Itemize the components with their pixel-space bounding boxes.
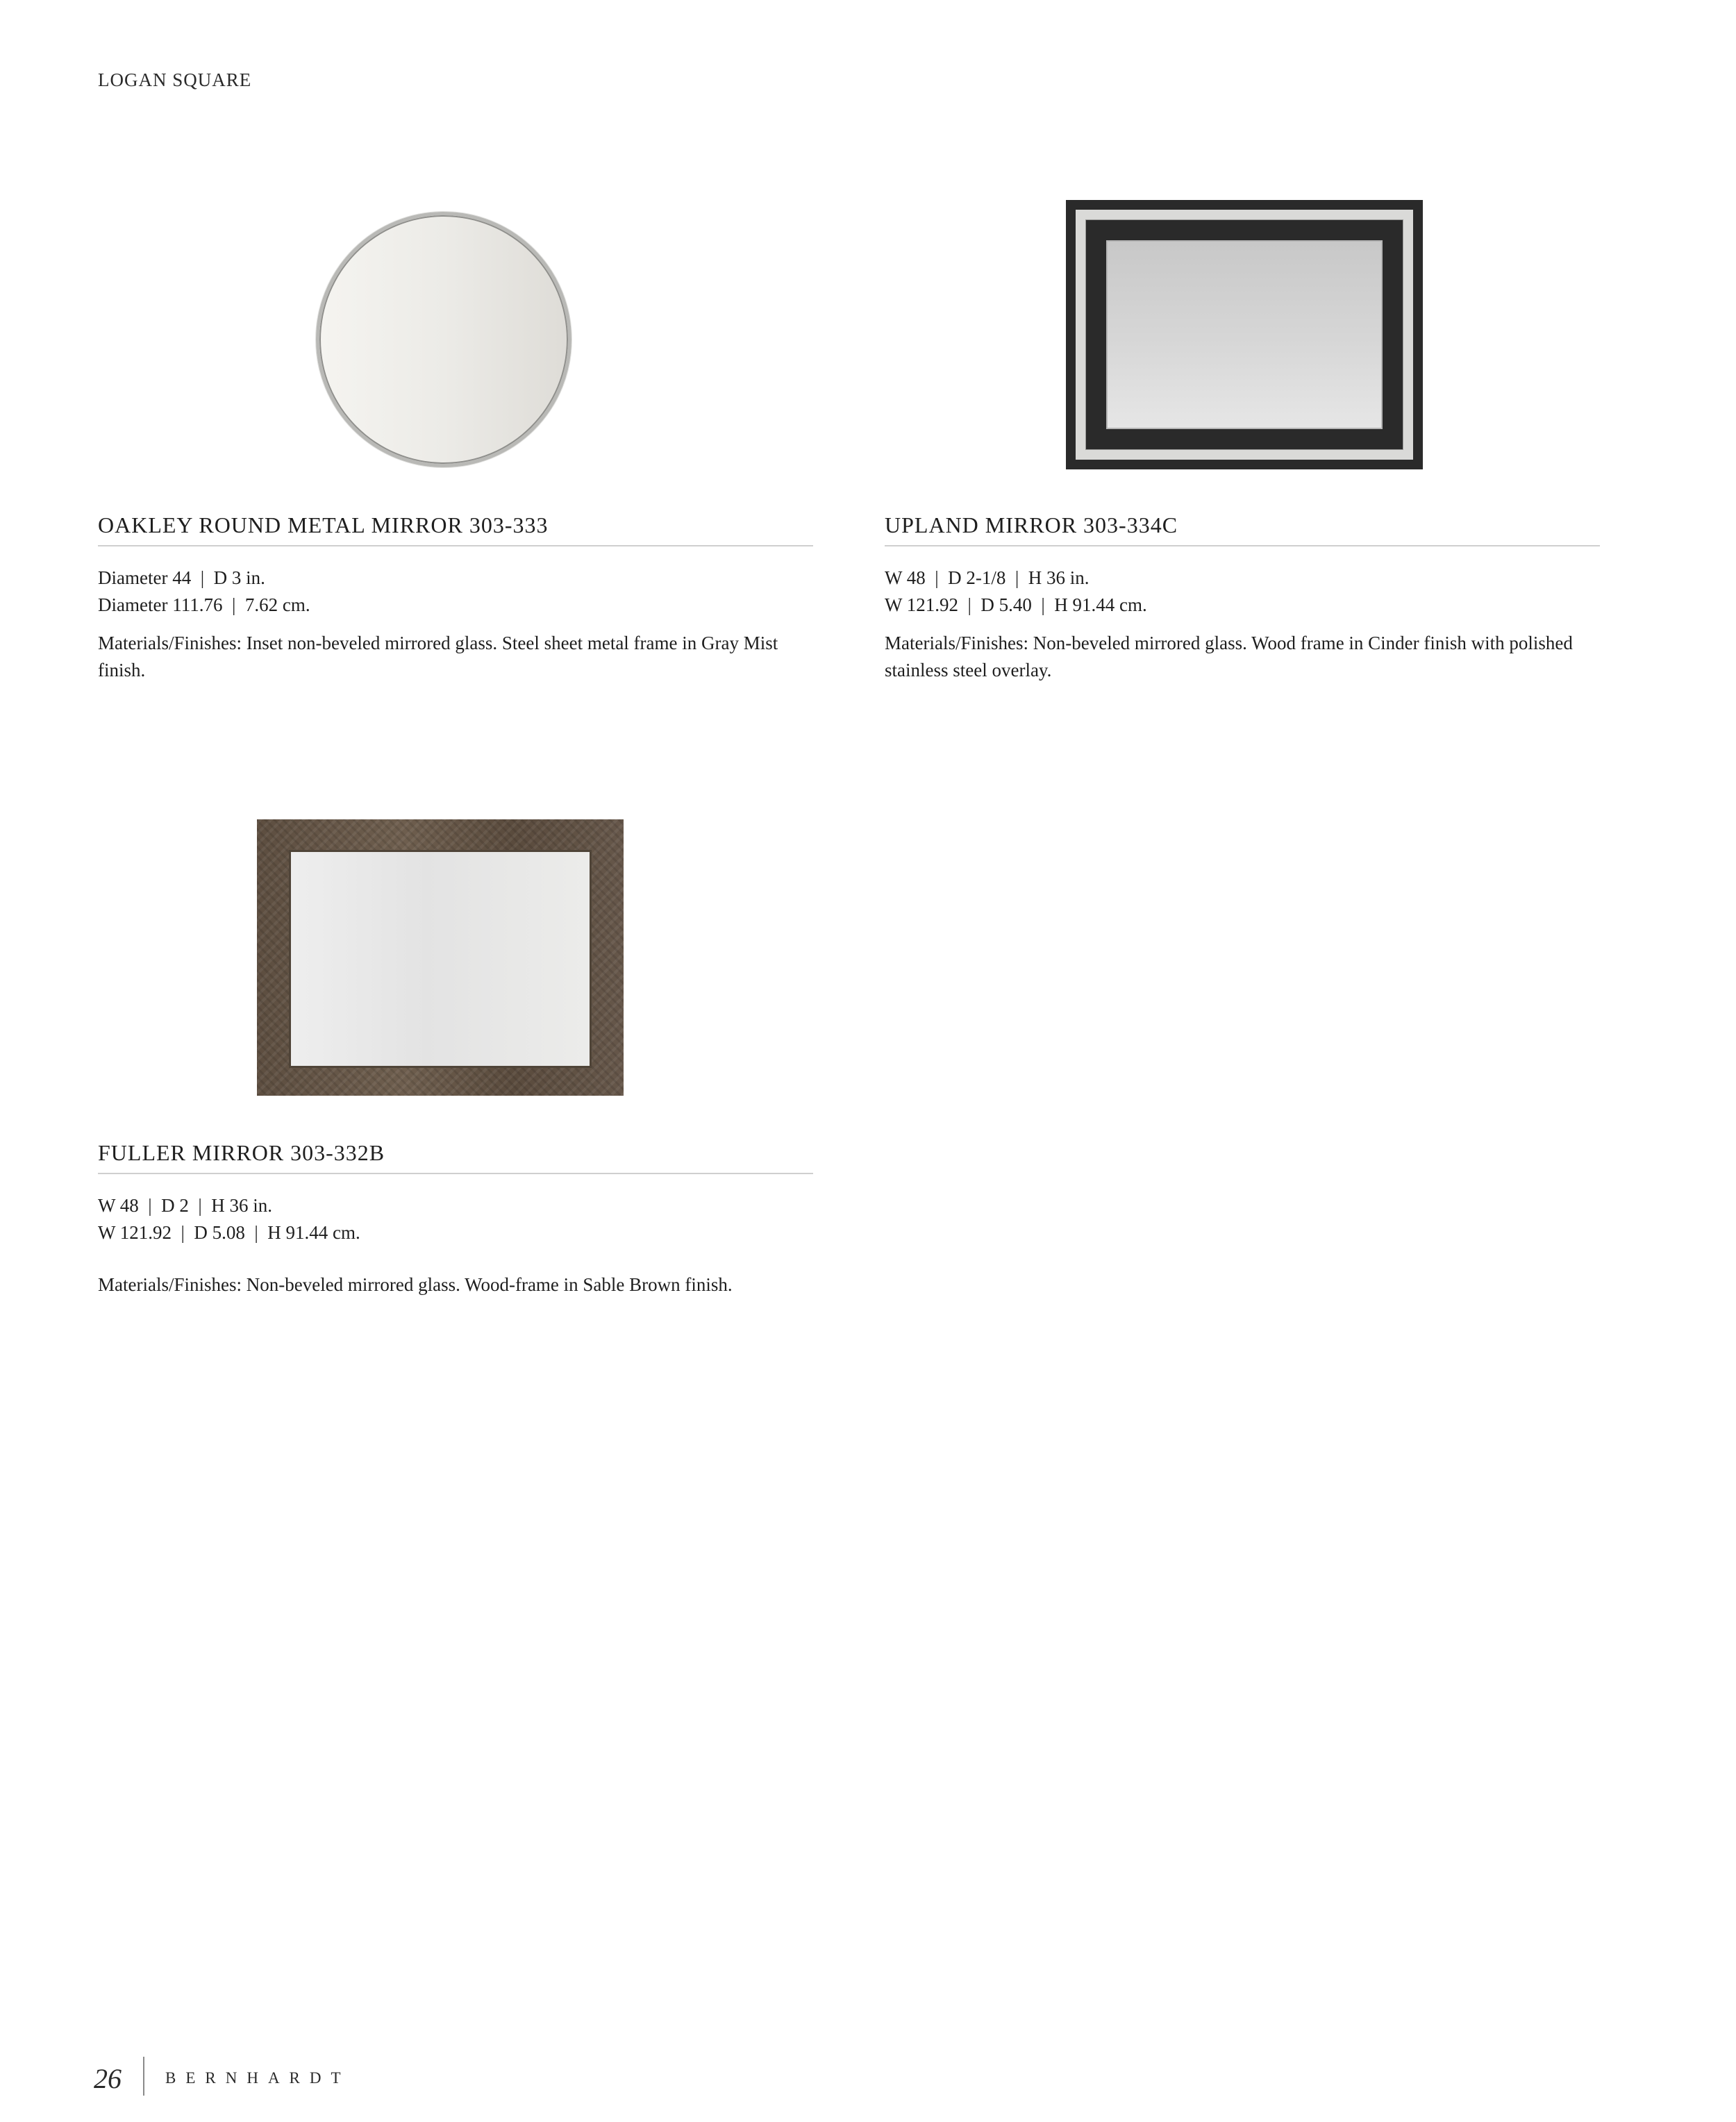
upland-mirror-glass xyxy=(1106,240,1383,429)
product-title: UPLAND MIRROR 303-334C xyxy=(885,512,1600,546)
footer-divider xyxy=(143,2057,144,2096)
fuller-mirror-image xyxy=(257,819,624,1096)
product-materials: Materials/Finishes: Inset non-beveled mirrored glass. Steel sheet metal frame in Gray Mist finish. xyxy=(98,633,778,680)
product-upland xyxy=(885,512,1600,684)
product-title: OAKLEY ROUND METAL MIRROR 303-333 xyxy=(98,512,813,546)
page-number: 26 xyxy=(94,2063,122,2094)
product-title: FULLER MIRROR 303-332B xyxy=(98,1140,813,1174)
brand-logo-text: BERNHARDT xyxy=(165,2069,351,2087)
oakley-round-mirror-image xyxy=(316,212,571,467)
product-materials: Materials/Finishes: Non-beveled mirrored glass. Wood frame in Cinder finish with polished stainless steel overlay. xyxy=(885,633,1573,680)
dimensions-centimeters: W 121.92 | D 5.08 | H 91.44 cm. xyxy=(98,1222,360,1243)
fuller-mirror-glass xyxy=(289,850,592,1068)
product-oakley xyxy=(98,512,813,684)
product-dimensions xyxy=(98,565,813,619)
dimensions-inches: Diameter 44 | D 3 in. xyxy=(98,567,265,588)
product-materials: Materials/Finishes: Non-beveled mirrored glass. Wood-frame in Sable Brown finish. xyxy=(98,1274,733,1295)
dimensions-inches: W 48 | D 2 | H 36 in. xyxy=(98,1195,273,1216)
dimensions-centimeters: W 121.92 | D 5.40 | H 91.44 cm. xyxy=(885,594,1147,615)
upland-mirror-image xyxy=(1066,200,1423,469)
product-dimensions xyxy=(885,565,1600,619)
dimensions-inches: W 48 | D 2-1/8 | H 36 in. xyxy=(885,567,1090,588)
product-dimensions xyxy=(98,1192,813,1246)
upland-inner-frame xyxy=(1095,229,1394,440)
dimensions-centimeters: Diameter 111.76 | 7.62 cm. xyxy=(98,594,310,615)
collection-title: LOGAN SQUARE xyxy=(98,69,252,90)
product-fuller xyxy=(98,1140,813,1298)
